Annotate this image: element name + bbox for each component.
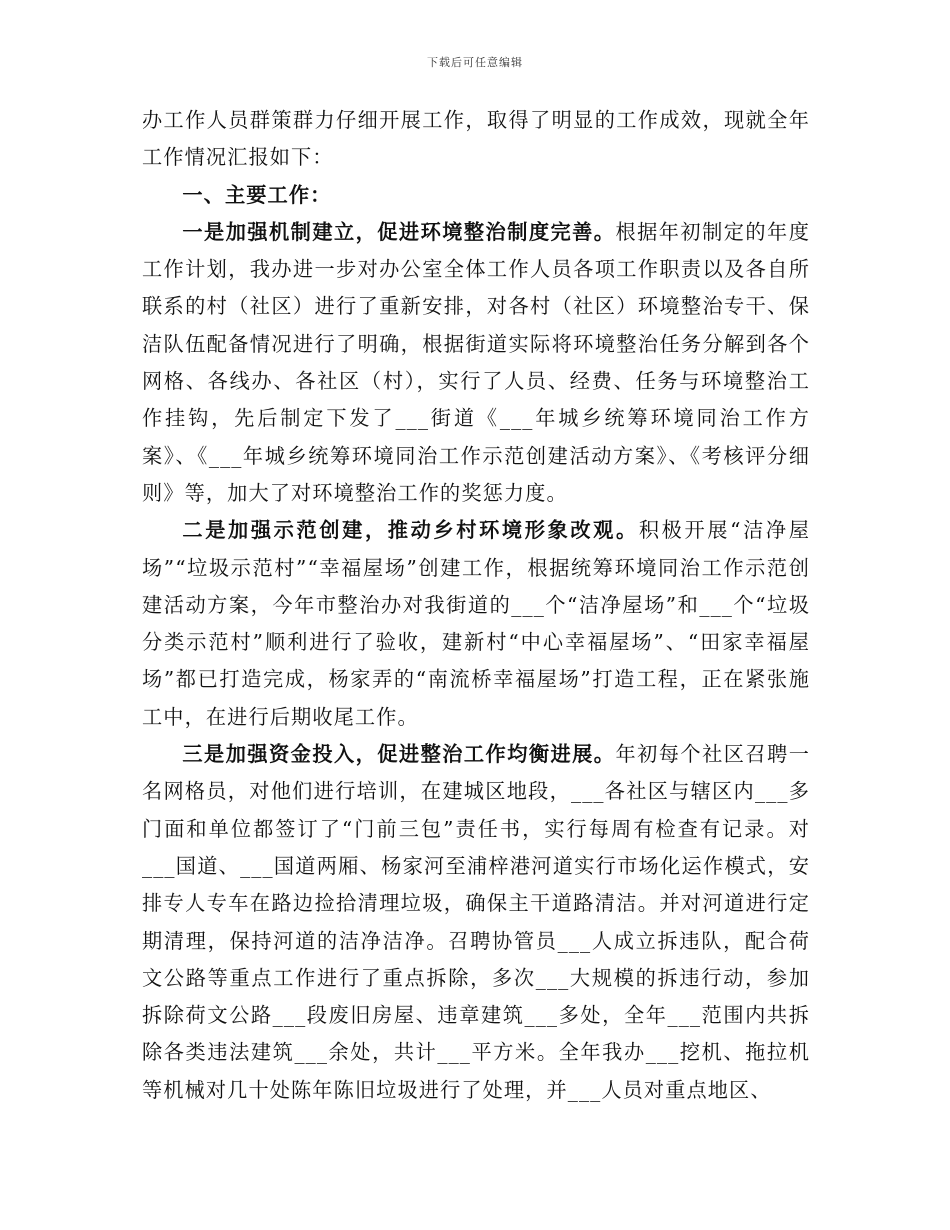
document-body	[142, 102, 810, 1109]
paragraph-lead-text: 一是加强机制建立，促进环境整治制度完善。	[182, 219, 616, 244]
paragraph-demonstration	[142, 512, 810, 736]
section-heading: 一、主要工作：	[182, 182, 332, 207]
paragraph-body-text: 年初每个社区召聘一名网格员，对他们进行培训，在建城区地段，___各社区与辖区内___多门面和单位都签订了“门前三包”责任书，实行每周有检查有记录。对___国道、___国道两厢、杨家河至浦梓港河道实行市场化运作模式，安排专人专车在路边捡拾清理垃圾，确保主干道路清洁。并对河道进行定期清理，保持河道的洁净洁净。召聘协管员___人成立拆违队，配合荷文公路等重点工作进行了重点拆除，多次___大规模的拆违行动，参加拆除荷文公路___段废旧房屋、违章建筑___多处，全年___范围内共拆除各类违法建筑___余处，共计___平方米。全年我办___挖机、拖拉机等机械对几十处陈年陈旧垃圾进行了处理，并___人员对重点地区、	[142, 742, 810, 1102]
paragraph-body-text: 积极开展“洁净屋场”“垃圾示范村”“幸福屋场”创建工作，根据统筹环境同治工作示范创建活动方案，今年市整治办对我街道的___个“洁净屋场”和___个“垃圾分类示范村”顺利进行了验收，建新村“中心幸福屋场”、“田家幸福屋场”都已打造完成，杨家弄的“南流桥幸福屋场”打造工程，正在紧张施工中，在进行后期收尾工作。	[142, 518, 810, 729]
paragraph-lead-text: 三是加强资金投入，促进整治工作均衡进展。	[182, 742, 616, 767]
paragraph-body-text: 根据年初制定的年度工作计划，我办进一步对办公室全体工作人员各项工作职责以及各自所联系的村（社区）进行了重新安排，对各村（社区）环境整治专干、保洁队伍配备情况进行了明确，根据街道实际将环境整治任务分解到各个网格、各线办、各社区（村），实行了人员、经费、任务与环境整治工作挂钩，先后制定下发了___街道《___年城乡统筹环境同治工作方案》、《___年城乡统筹环境同治工作示范创建活动方案》、《考核评分细则》等，加大了对环境整治工作的奖惩力度。	[142, 219, 810, 505]
paragraph-lead-text: 二是加强示范创建，推动乡村环境形象改观。	[182, 518, 639, 543]
paragraph-continuation: 办工作人员群策群力仔细开展工作，取得了明显的工作成效，现就全年工作情况汇报如下：	[142, 108, 810, 170]
paragraph-funding	[142, 736, 810, 1109]
paragraph-mechanism	[142, 214, 810, 512]
page-header: 下载后可任意编辑	[427, 56, 523, 69]
